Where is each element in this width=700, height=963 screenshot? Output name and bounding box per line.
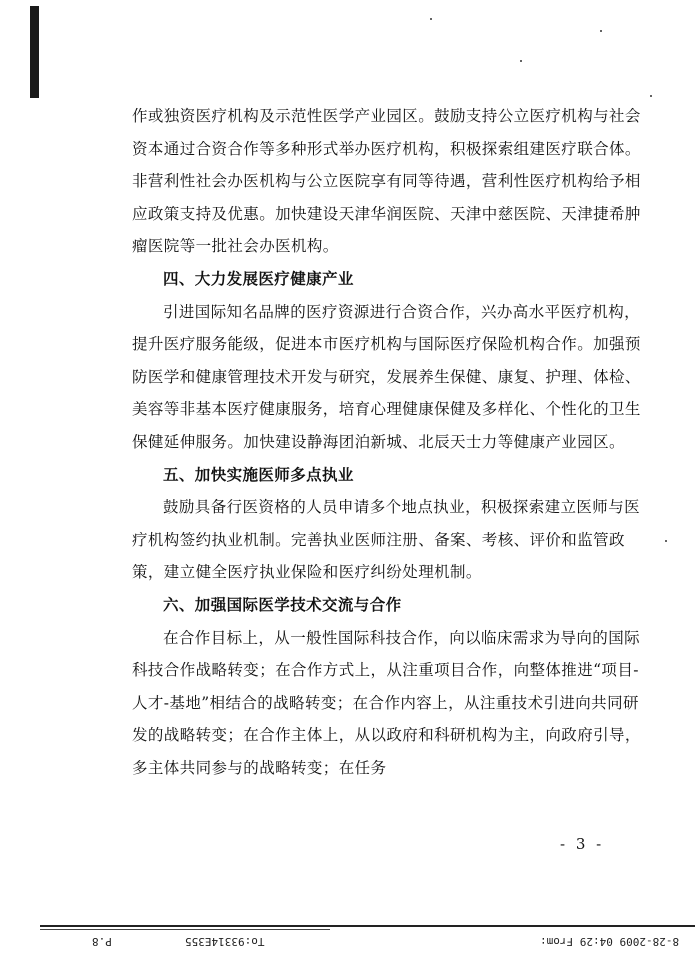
scan-speck: [600, 30, 602, 32]
fax-to-label: To:93314E355: [185, 935, 265, 948]
paragraph: 在合作目标上，从一般性国际科技合作，向以临床需求为导向的国际科技合作战略转变；在合作方式上，从注重项目合作，向整体推进“项目-人才-基地”相结合的战略转变；在合作内容上，从注重技术引进向共同研发的战略转变；在合作主体上，从以政府和科研机构为主，向政府引导，多主体共同参与的战略转变；在任务: [132, 628, 641, 777]
page-number: - 3 -: [560, 835, 605, 853]
fax-divider-thin: [40, 929, 330, 930]
scan-speck: [650, 95, 652, 97]
paragraph: 引进国际知名品牌的医疗资源进行合资合作，兴办高水平医疗机构，提升医疗服务能级，促进本市医疗机构与国际医疗保险机构合作。加强预防医学和健康管理技术开发与研究，发展养生保健、康复、护理、体检、美容等非基本医疗健康服务，培育心理健康保健及多样化、个性化的卫生保健延伸服务。加快建设静海团泊新城、北辰天士力等健康产业园区。: [132, 302, 641, 451]
section-heading: 四、大力发展医疗健康产业: [163, 269, 354, 288]
paragraph: 鼓励具备行医资格的人员申请多个地点执业，积极探索建立医师与医疗机构签约执业机制。完善执业医师注册、备案、考核、评价和监管政策，建立健全医疗执业保险和医疗纠纷处理机制。: [132, 498, 641, 582]
fax-from-label: 8-28-2009 04:29 From:: [540, 935, 680, 948]
body-text: [132, 100, 644, 784]
scan-speck: [520, 60, 522, 62]
scan-speck: [430, 18, 432, 20]
scan-edge-artifact: [30, 6, 39, 98]
scan-speck: [665, 540, 667, 542]
fax-page-label: P.8: [92, 935, 112, 948]
fax-divider: [40, 925, 695, 927]
section-heading: 五、加快实施医师多点执业: [163, 465, 354, 484]
paragraph: 作或独资医疗机构及示范性医学产业园区。鼓励支持公立医疗机构与社会资本通过合资合作等多种形式举办医疗机构，积极探索组建医疗联合体。非营利性社会办医机构与公立医院享有同等待遇，营利性医疗机构给予相应政策支持及优惠。加快建设天津华润医院、天津中慈医院、天津捷希肿瘤医院等一批社会办医机构。: [132, 107, 641, 256]
section-heading: 六、加强国际医学技术交流与合作: [163, 595, 402, 614]
